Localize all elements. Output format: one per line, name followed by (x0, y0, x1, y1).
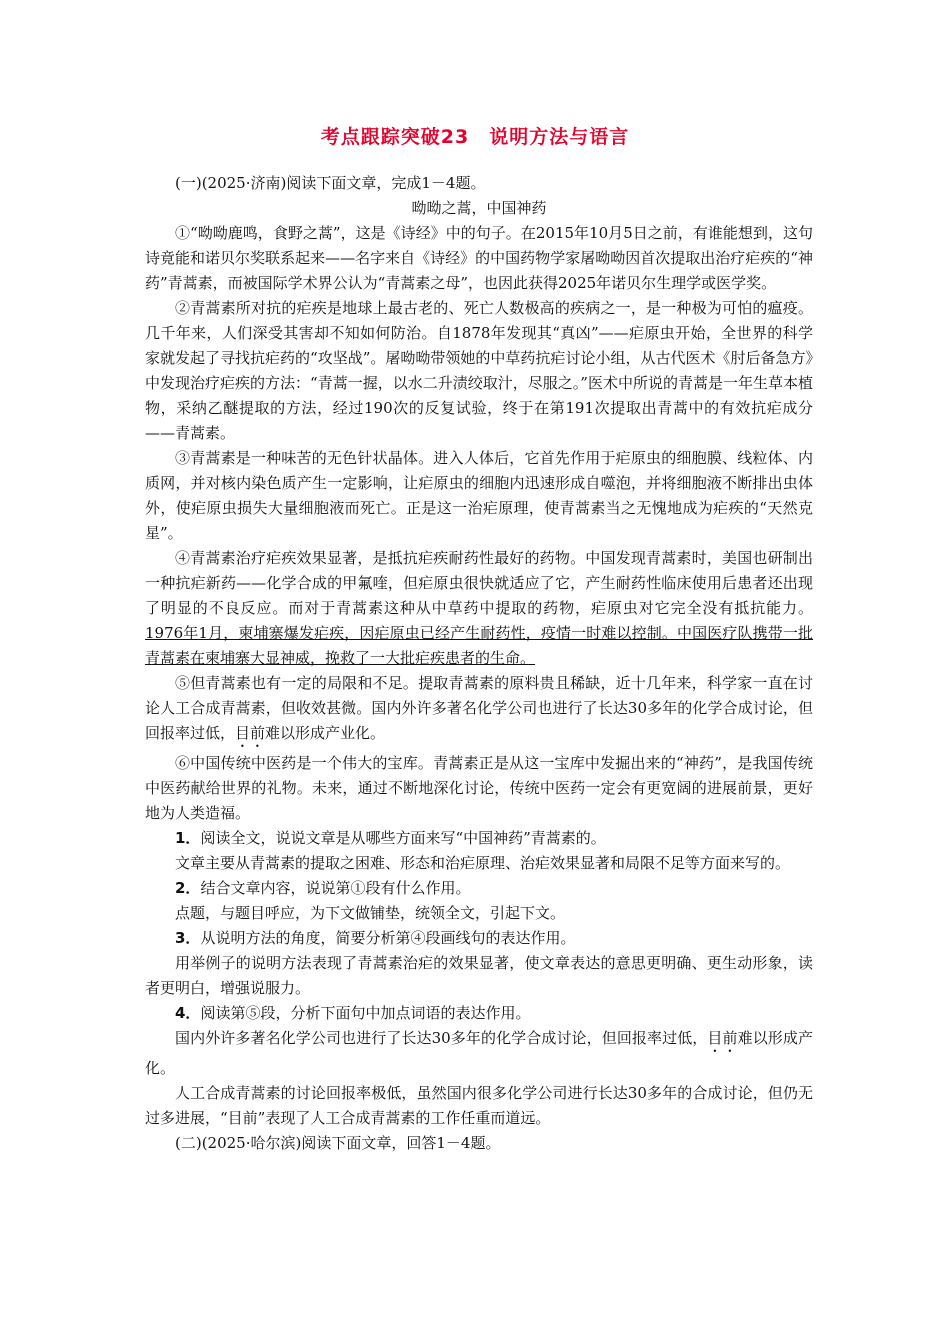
paragraph-6: ⑥中国传统中医药是一个伟大的宝库。青蒿素正是从这一宝库中发掘出来的“神药”，是我国传统中医药献给世界的礼物。未来，通过不断地深化讨论，传统中医药一定会有更宽阔的进展前景，更好地为人类造福。 (145, 754, 813, 822)
question-4 (145, 1001, 813, 1026)
question-text: 从说明方法的角度，简要分析第④段画线句的表达作用。 (200, 929, 576, 947)
paragraph-5-after: 难以形成产业化。 (265, 724, 386, 742)
question-2 (145, 876, 813, 901)
dotted-word: 目前 (235, 724, 266, 742)
paragraph-1: ①“呦呦鹿鸣，食野之蒿”，这是《诗经》中的句子。在2015年10月5日之前，有谁能想到，这句诗竟能和诺贝尔奖联系起来——名字来自《诗经》的中国药物学家屠呦呦因首次提取出治疗疟疾的“神药”青蒿素，而被国际学术界公认为“青蒿素之母”，也因此获得2025年诺贝尔生理学或医学奖。 (145, 224, 813, 292)
question-number: 1． (175, 829, 201, 847)
paragraph-5-before: ⑤但青蒿素也有一定的局限和不足。提取青蒿素的原料贵且稀缺，近十几年来，科学家一直在讨论人工合成青蒿素，但收效甚微。国内外许多著名化学公司也进行了长达30多年的化学合成讨论，但回报率过低， (145, 674, 813, 742)
paragraph-2: ②青蒿素所对抗的疟疾是地球上最古老的、死亡人数极高的疾病之一，是一种极为可怕的瘟疫。几千年来，人们深受其害却不知如何防治。自1878年发现其“真凶”——疟原虫开始，全世界的科学家就发起了寻找抗疟药的“攻坚战”。屠呦呦带领她的中草药抗疟讨论小组，从古代医术《肘后备急方》中发现治疗疟疾的方法：“青蒿一握，以水二升渍绞取汁，尽服之。”医术中所说的青蒿是一年生草本植物，采纳乙醚提取的方法，经过190次的反复试验，终于在第191次提取出青蒿中的有效抗疟成分——青蒿素。 (145, 299, 813, 442)
article-title: 呦呦之蒿，中国神药 (411, 199, 547, 217)
paragraph-3: ③青蒿素是一种味苦的无色针状晶体。进入人体后，它首先作用于疟原虫的细胞膜、线粒体、内质网，并对核内染色质产生一定影响，让疟原虫的细胞内迅速形成自噬泡，并将细胞液不断排出虫体外，使疟原虫损失大量细胞液而死亡。正是这一治疟原理，使青蒿素当之无愧地成为疟疾的“天然克星”。 (145, 449, 813, 542)
section-two-intro: (二)(2025·哈尔滨)阅读下面文章，回答1－4题。 (175, 1134, 501, 1152)
dotted-word: 目前 (707, 1029, 738, 1047)
underlined-sentence: 1976年1月，柬埔寨爆发疟疾，因疟原虫已经产生耐药性，疫情一时难以控制。中国医疗队携带一批青蒿素在柬埔寨大显神威，挽救了一大批疟疾患者的生命。 (145, 624, 813, 667)
question-number: 3． (175, 929, 201, 947)
answer-2: 点题，与题目呼应，为下文做铺垫，统领全文，引起下文。 (175, 904, 566, 922)
page-title: 考点跟踪突破23 说明方法与语言 (320, 126, 630, 148)
question-text: 结合文章内容，说说第①段有什么作用。 (200, 879, 471, 897)
paragraph-4 (145, 546, 813, 671)
section-one-intro: (一)(2025·济南)阅读下面文章，完成1－4题。 (175, 174, 486, 192)
document-body (145, 171, 813, 1156)
quote-after: 难以形成产化。 (145, 1029, 813, 1077)
question-4-quote (145, 1026, 813, 1081)
question-text: 阅读第⑤段，分析下面句中加点词语的表达作用。 (200, 1004, 531, 1022)
answer-4: 人工合成青蒿素的讨论回报率极低，虽然国内很多化学公司进行长达30多年的合成讨论，但仍无过多进展，“目前”表现了人工合成青蒿素的工作任重而道远。 (145, 1084, 813, 1127)
question-1 (145, 826, 813, 851)
question-number: 2． (175, 879, 201, 897)
question-number: 4． (175, 1004, 201, 1022)
question-3 (145, 926, 813, 951)
answer-3: 用举例子的说明方法表现了青蒿素治疟的效果显著，使文章表达的意思更明确、更生动形象，读者更明白，增强说服力。 (145, 954, 813, 997)
paragraph-4-text: ④青蒿素治疗疟疾效果显著，是抵抗疟疾耐药性最好的药物。中国发现青蒿素时，美国也研制出一种抗疟新药——化学合成的甲氟喹，但疟原虫很快就适应了它，产生耐药性临床使用后患者还出现了明显的不良反应。而对于青蒿素这种从中草药中提取的药物，疟原虫对它完全没有抵抗能力。 (145, 549, 813, 617)
answer-1: 文章主要从青蒿素的提取之困难、形态和治疟原理、治疟效果显著和局限不足等方面来写的。 (175, 854, 791, 872)
quote-before: 国内外许多著名化学公司也进行了长达30多年的化学合成讨论，但回报率过低， (175, 1029, 708, 1047)
paragraph-5 (145, 671, 813, 751)
question-text: 阅读全文，说说文章是从哪些方面来写“中国神药”青蒿素的。 (200, 829, 606, 847)
